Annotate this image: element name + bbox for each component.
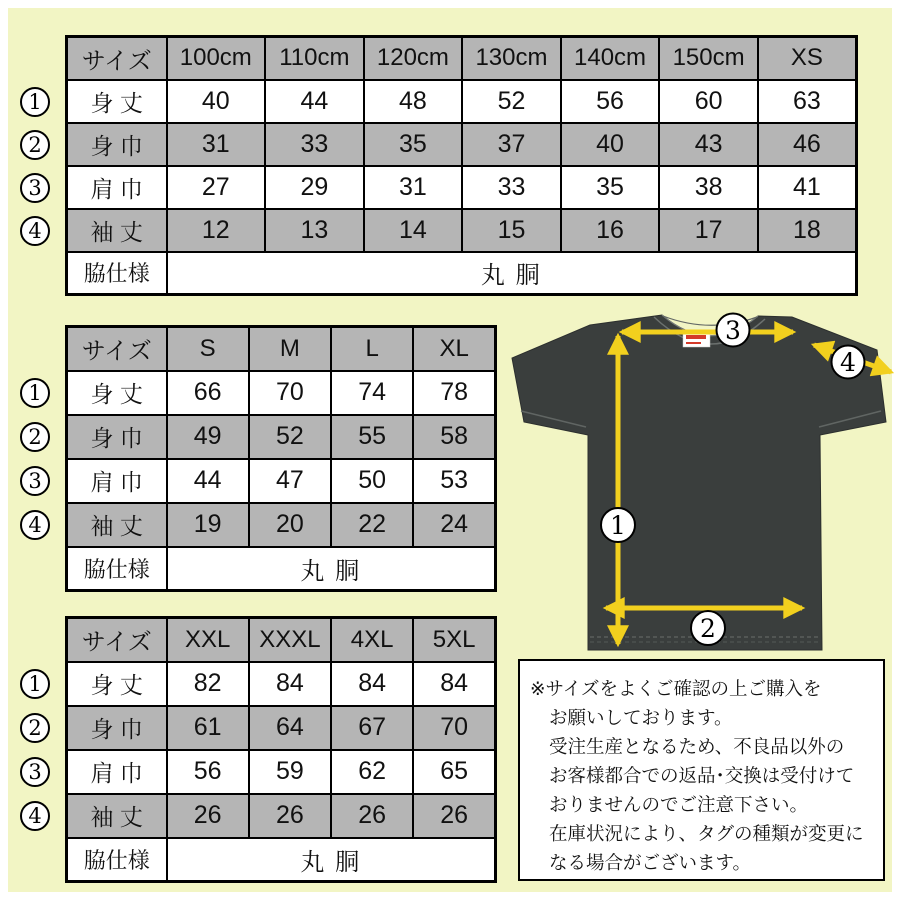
measurement-value: 52 xyxy=(462,80,561,123)
svg-text:4: 4 xyxy=(840,348,856,377)
size-column-header: 100cm xyxy=(167,37,266,80)
side-spec-label: 脇仕様 xyxy=(67,252,167,295)
table-row xyxy=(67,371,496,415)
row-label: 身 丈 xyxy=(67,662,167,706)
row-number-badge: 2 xyxy=(20,422,50,452)
size-chart-s-xl xyxy=(65,325,497,592)
row-number-badge: 1 xyxy=(20,669,50,699)
measurement-value: 47 xyxy=(249,459,331,503)
size-column-header: XXXL xyxy=(249,618,331,662)
measurement-value: 82 xyxy=(167,662,249,706)
table-row xyxy=(67,166,857,209)
measurement-value: 49 xyxy=(167,415,249,459)
note-line: なる場合がございます。 xyxy=(549,852,752,873)
measurement-value: 24 xyxy=(413,503,495,547)
measurement-value: 14 xyxy=(364,209,463,252)
measurement-value: 52 xyxy=(249,415,331,459)
measurement-value: 29 xyxy=(265,166,364,209)
measurement-value: 27 xyxy=(167,166,266,209)
table-row xyxy=(67,209,857,252)
size-header-label: サイズ xyxy=(67,618,167,662)
size-column-header: S xyxy=(167,327,249,371)
note-line: 受注生産となるため、不良品以外の xyxy=(549,736,845,757)
purchase-note xyxy=(518,659,885,881)
size-column-header: 130cm xyxy=(462,37,561,80)
measurement-value: 17 xyxy=(659,209,758,252)
measurement-value: 16 xyxy=(561,209,660,252)
marker-2 xyxy=(691,611,725,645)
side-spec-value: 丸 胴 xyxy=(167,252,857,295)
measurement-value: 84 xyxy=(249,662,331,706)
measurement-value: 61 xyxy=(167,706,249,750)
row-number-badge: 3 xyxy=(20,173,50,203)
measurement-value: 48 xyxy=(364,80,463,123)
measurement-value: 19 xyxy=(167,503,249,547)
marker-4 xyxy=(832,346,865,379)
side-spec-label: 脇仕様 xyxy=(67,547,167,591)
measurement-value: 55 xyxy=(331,415,413,459)
measurement-value: 84 xyxy=(331,662,413,706)
svg-text:3: 3 xyxy=(725,316,741,345)
row-number-badge: 3 xyxy=(20,466,50,496)
row-label: 身 丈 xyxy=(67,80,167,123)
measurement-value: 60 xyxy=(659,80,758,123)
size-column-header: 5XL xyxy=(413,618,495,662)
measurement-value: 33 xyxy=(462,166,561,209)
side-spec-value: 丸 胴 xyxy=(167,547,496,591)
measurement-value: 31 xyxy=(364,166,463,209)
size-column-header: M xyxy=(249,327,331,371)
measurement-value: 70 xyxy=(413,706,495,750)
measurement-value: 44 xyxy=(167,459,249,503)
measurement-value: 84 xyxy=(413,662,495,706)
row-label: 袖 丈 xyxy=(67,209,167,252)
measurement-value: 56 xyxy=(561,80,660,123)
size-chart-kids-xs xyxy=(65,35,858,296)
row-number-badge: 3 xyxy=(20,757,50,787)
measurement-value: 59 xyxy=(249,750,331,794)
row-number-badge: 4 xyxy=(20,510,50,540)
measurement-value: 58 xyxy=(413,415,495,459)
table-row xyxy=(67,415,496,459)
measurement-value: 26 xyxy=(167,794,249,838)
measurement-value: 18 xyxy=(758,209,857,252)
table-row xyxy=(67,123,857,166)
measurement-value: 20 xyxy=(249,503,331,547)
measurement-value: 40 xyxy=(167,80,266,123)
row-label: 身 巾 xyxy=(67,415,167,459)
side-spec-label: 脇仕様 xyxy=(67,838,167,882)
note-line: ※サイズをよくご確認の上ご購入を xyxy=(530,678,822,699)
measurement-value: 46 xyxy=(758,123,857,166)
size-header-label: サイズ xyxy=(67,37,167,80)
row-label: 肩 巾 xyxy=(67,166,167,209)
row-number-badge: 2 xyxy=(20,130,50,160)
size-column-header: 140cm xyxy=(561,37,660,80)
measurement-value: 31 xyxy=(167,123,266,166)
marker-3 xyxy=(717,314,750,347)
measurement-value: 26 xyxy=(413,794,495,838)
size-column-header: 150cm xyxy=(659,37,758,80)
measurement-value: 65 xyxy=(413,750,495,794)
measurement-value: 12 xyxy=(167,209,266,252)
size-column-header: XL xyxy=(413,327,495,371)
tshirt-diagram xyxy=(500,308,900,658)
measurement-value: 50 xyxy=(331,459,413,503)
row-label: 肩 巾 xyxy=(67,750,167,794)
row-number-badge: 1 xyxy=(20,378,50,408)
table-row xyxy=(67,706,496,750)
measurement-value: 35 xyxy=(561,166,660,209)
table-row xyxy=(67,80,857,123)
measurement-value: 41 xyxy=(758,166,857,209)
size-column-header: 4XL xyxy=(331,618,413,662)
size-header-label: サイズ xyxy=(67,327,167,371)
note-line: おりませんのでご注意下さい。 xyxy=(549,794,809,815)
table-row xyxy=(67,459,496,503)
row-number-badge: 1 xyxy=(20,87,50,117)
marker-1 xyxy=(601,508,635,542)
measurement-value: 26 xyxy=(249,794,331,838)
row-number-badge: 4 xyxy=(20,801,50,831)
measurement-value: 56 xyxy=(167,750,249,794)
tshirt-body xyxy=(512,315,886,650)
measurement-value: 13 xyxy=(265,209,364,252)
measurement-value: 38 xyxy=(659,166,758,209)
purchase-note-lines xyxy=(530,674,875,877)
measurement-value: 74 xyxy=(331,371,413,415)
size-column-header: 110cm xyxy=(265,37,364,80)
size-column-header: L xyxy=(331,327,413,371)
note-line: お客様都合での返品･交換は受付けて xyxy=(549,765,855,786)
row-label: 身 巾 xyxy=(67,706,167,750)
note-line: お願いしております。 xyxy=(549,707,733,728)
measurement-value: 37 xyxy=(462,123,561,166)
measurement-value: 62 xyxy=(331,750,413,794)
measurement-value: 22 xyxy=(331,503,413,547)
note-line: 在庫状況により、タグの種類が変更に xyxy=(549,823,864,844)
row-label: 身 丈 xyxy=(67,371,167,415)
table-row xyxy=(67,662,496,706)
measurement-value: 67 xyxy=(331,706,413,750)
table-row xyxy=(67,750,496,794)
row-label: 肩 巾 xyxy=(67,459,167,503)
svg-text:2: 2 xyxy=(700,614,716,643)
size-column-header: 120cm xyxy=(364,37,463,80)
measurement-value: 63 xyxy=(758,80,857,123)
row-label: 袖 丈 xyxy=(67,794,167,838)
row-label: 身 巾 xyxy=(67,123,167,166)
size-chart-xxl-5xl xyxy=(65,616,497,883)
measurement-value: 64 xyxy=(249,706,331,750)
measurement-value: 35 xyxy=(364,123,463,166)
size-column-header: XXL xyxy=(167,618,249,662)
measurement-value: 43 xyxy=(659,123,758,166)
measurement-value: 53 xyxy=(413,459,495,503)
row-number-badge: 4 xyxy=(20,216,50,246)
measurement-value: 15 xyxy=(462,209,561,252)
measurement-value: 26 xyxy=(331,794,413,838)
svg-text:1: 1 xyxy=(610,511,626,540)
measurement-value: 33 xyxy=(265,123,364,166)
measurement-value: 40 xyxy=(561,123,660,166)
side-spec-value: 丸 胴 xyxy=(167,838,496,882)
table-row xyxy=(67,503,496,547)
table-row xyxy=(67,794,496,838)
measurement-value: 78 xyxy=(413,371,495,415)
row-label: 袖 丈 xyxy=(67,503,167,547)
measurement-value: 44 xyxy=(265,80,364,123)
measurement-value: 70 xyxy=(249,371,331,415)
row-number-badge: 2 xyxy=(20,713,50,743)
measurement-value: 66 xyxy=(167,371,249,415)
size-column-header: XS xyxy=(758,37,857,80)
